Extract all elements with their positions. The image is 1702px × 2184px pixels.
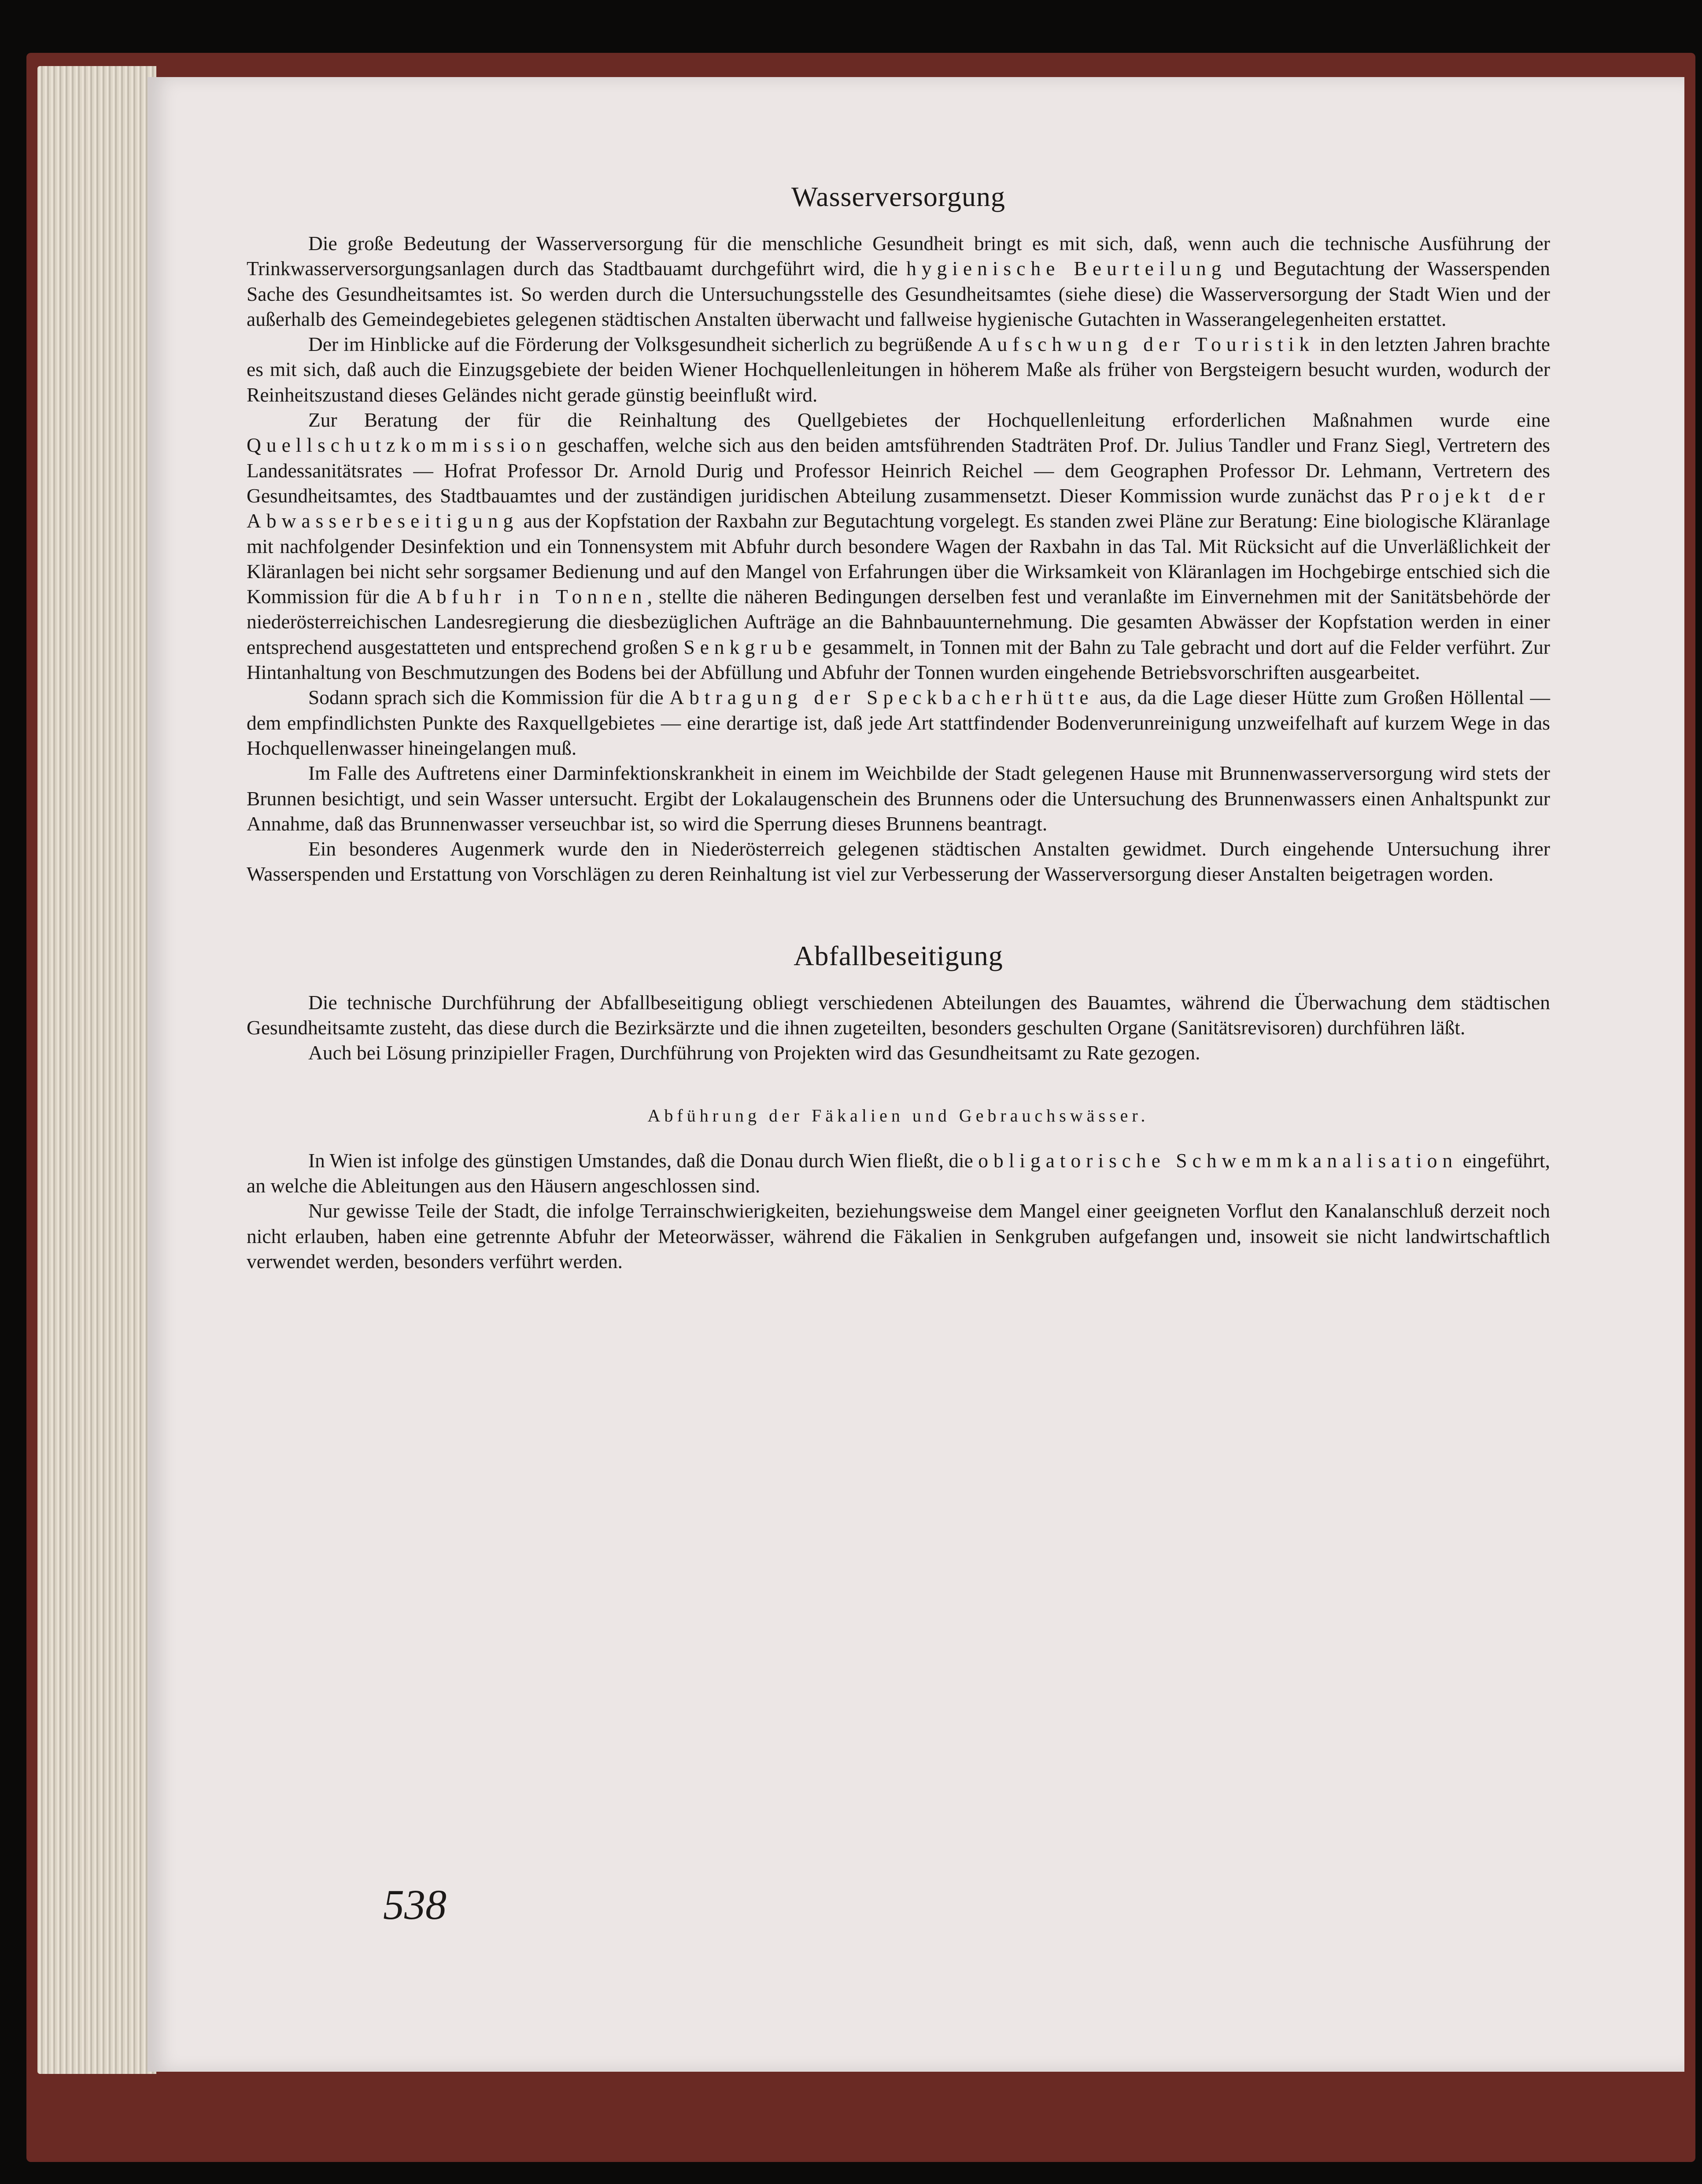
- paragraph: Die technische Durchführung der Abfallbeseitigung obliegt verschiedenen Abteilungen des Bauamtes, während die Überwachung dem städtischen Gesundheitsamte zusteht, das diese durch die Bezirksärzte und die ihnen zugeteilten, besonders geschulten Organe (Sanitätsrevisoren) durchführen läßt.: [247, 991, 1550, 1039]
- text-run: In Wien ist infolge des günstigen Umstandes, daß die Donau durch Wien fließt, die: [308, 1149, 978, 1172]
- paragraph: [247, 231, 1550, 332]
- text-run: gesammelt, in Tonnen mit der Bahn zu Tale gebracht und dort auf die Felder verführt. Zur Hintanhaltung von Beschmutzungen des Bodens bei der Abfüllung und Abfuhr der Tonnen wurden eingehende Betriebsvorschriften ausgearbeitet.: [247, 635, 1550, 684]
- paragraph: [247, 332, 1550, 407]
- spaced-emphasis: hygienische Beurteilung: [906, 257, 1227, 280]
- text-run: aus, da die Lage dieser Hütte zum Großen Höllental — dem empfindlichsten Punkte des Raxquellgebietes — eine derartige ist, daß jede Art stattfindender Bodenverunreinigung unzweifelhaft auf kurzem Wege in das Hochquellenwasser hineingelangen muß.: [247, 686, 1551, 759]
- spaced-emphasis: Projekt der Abwasserbeseitigung: [247, 484, 1550, 532]
- text-run: Zur Beratung der für die Reinhaltung des Quellgebietes der Hochquellenleitung erforderlichen Maßnahmen wurde eine: [308, 409, 1550, 432]
- section-title-abfallbeseitigung: Abfallbeseitigung: [794, 940, 1003, 971]
- spaced-emphasis: obligatorische Schwemmkanalisation: [978, 1149, 1458, 1172]
- section-title-wasserversorgung: Wasserversorgung: [791, 181, 1005, 212]
- spaced-emphasis: Senkgrube: [683, 635, 817, 658]
- paragraph: Auch bei Lösung prinzipieller Fragen, Durchführung von Projekten wird das Gesundheitsamt zu Rate gezogen.: [308, 1041, 1200, 1064]
- text-run: aus der Kopfstation der Raxbahn zur Begutachtung vorgelegt. Es standen zwei Pläne zur Beratung: Eine biologische Kläranlage mit nachfolgender Desinfektion und ein Tonnensystem mit Abfuhr durch besondere Wagen der Raxbahn in das Tal. Mit Rücksicht auf die Unverläßlichkeit der Kläranlagen bei nicht sehr sorgsamer Bedienung und auf den Mangel von Erfahrungen über die Wirksamkeit von Kläranlagen im Hochgebirge entschied sich die Kommission für die: [247, 509, 1550, 608]
- text-run: , stellte die näheren Bedingungen derselben fest und veranlaßte im Einvernehmen mit der Sanitätsbehörde der niederösterreichischen Landesregierung die diesbezüglichen Aufträge an die Bahnbauunternehmung. Die gesamten Abwässer der Kopfstation werden in einer entsprechend ausgestatteten und entsprechend großen: [247, 585, 1550, 658]
- text-run: und Begutachtung der Wasserspenden Sache des Gesundheitsamtes ist. So werden durch die Untersuchungsstelle des Gesundheitsamtes (siehe diese) die Wasserversorgung der Stadt Wien und der außerhalb des Gemeindegebietes gelegenen städtischen Anstalten überwacht und fallweise hygienische Gutachten in Wasserangelegenheiten erstattet.: [247, 257, 1550, 330]
- page-edges: [37, 66, 156, 2074]
- text-run: Die große Bedeutung der Wasserversorgung für die menschliche Gesundheit bringt es mit sich, daß, wenn auch die technische Ausführung der Trinkwasserversorgungsanlagen durch das Stadtbauamt durchgeführt wird, die: [247, 232, 1550, 280]
- spaced-emphasis: Abfuhr in Tonnen: [417, 585, 647, 608]
- text-run: Der im Hinblicke auf die Förderung der Volksgesundheit sicherlich zu begrüßende: [308, 333, 978, 356]
- spaced-emphasis: Abtragung der Speckbacherhütte: [669, 686, 1094, 709]
- text-run: Sodann sprach sich die Kommission für die: [308, 686, 670, 709]
- text-run: eingeführt, an welche die Ableitungen aus den Häusern angeschlossen sind.: [247, 1149, 1551, 1197]
- paragraph: Nur gewisse Teile der Stadt, die infolge Terrainschwierigkeiten, beziehungsweise dem Mangel einer geeigneten Vorflut den Kanalanschluß derzeit noch nicht erlauben, haben eine getrennte Abfuhr der Meteorwässer, während die Fäkalien in Senkgruben aufgefangen und, insoweit sie nicht landwirtschaftlich verwendet werden, besonders verführt werden.: [247, 1199, 1550, 1273]
- paragraph: [247, 1148, 1550, 1199]
- subsection-title: Abführung der Fäkalien und Gebrauchswässer.: [647, 1105, 1149, 1125]
- paragraph: Ein besonderes Augenmerk wurde den in Niederösterreich gelegenen städtischen Anstalten gewidmet. Durch eingehende Untersuchung ihrer Wasserspenden und Erstattung von Vorschlägen zu deren Reinhaltung ist viel zur Verbesserung der Wasserversorgung dieser Anstalten beigetragen worden.: [247, 837, 1550, 885]
- text-run: geschaffen, welche sich aus den beiden amtsführenden Stadträten Prof. Dr. Julius Tandler und Franz Siegl, Vertretern des Landessanitätsrates — Hofrat Professor Dr. Arnold Durig und Professor Heinrich Reichel — dem Geographen Professor Dr. Lehmann, Vertretern des Gesundheitsamtes, des Stadtbauamtes und der zuständigen juridischen Abteilung zusammensetzt. Dieser Kommission wurde zunächst das: [247, 434, 1550, 507]
- paragraph: [247, 407, 1550, 685]
- spaced-emphasis: Aufschwung der Touristik: [977, 333, 1315, 356]
- paragraph: Im Falle des Auftretens einer Darminfektionskrankheit in einem im Weichbilde der Stadt gelegenen Hause mit Brunnenwasserversorgung wird stets der Brunnen besichtigt, und sein Wasser untersucht. Ergibt der Lokalaugenschein des Brunnens oder die Untersuchung des Brunnenwassers einen Anhaltspunkt zur Annahme, daß das Brunnenwasser verseuchbar ist, so wird die Sperrung dieses Brunnens beantragt.: [247, 762, 1550, 835]
- text-run: in den letzten Jahren brachte es mit sich, daß auch die Einzugsgebiete der beiden Wiener Hochquellenleitungen in höherem Maße als früher von Bergsteigern besucht wurden, wodurch der Reinheitszustand dieses Geländes nicht gerade günstig beeinflußt wird.: [247, 333, 1550, 406]
- paragraph: [247, 685, 1550, 760]
- page-number: 538: [383, 1881, 447, 1928]
- text-block: [247, 181, 1550, 1274]
- spaced-emphasis: Quellschutzkommission: [247, 434, 551, 457]
